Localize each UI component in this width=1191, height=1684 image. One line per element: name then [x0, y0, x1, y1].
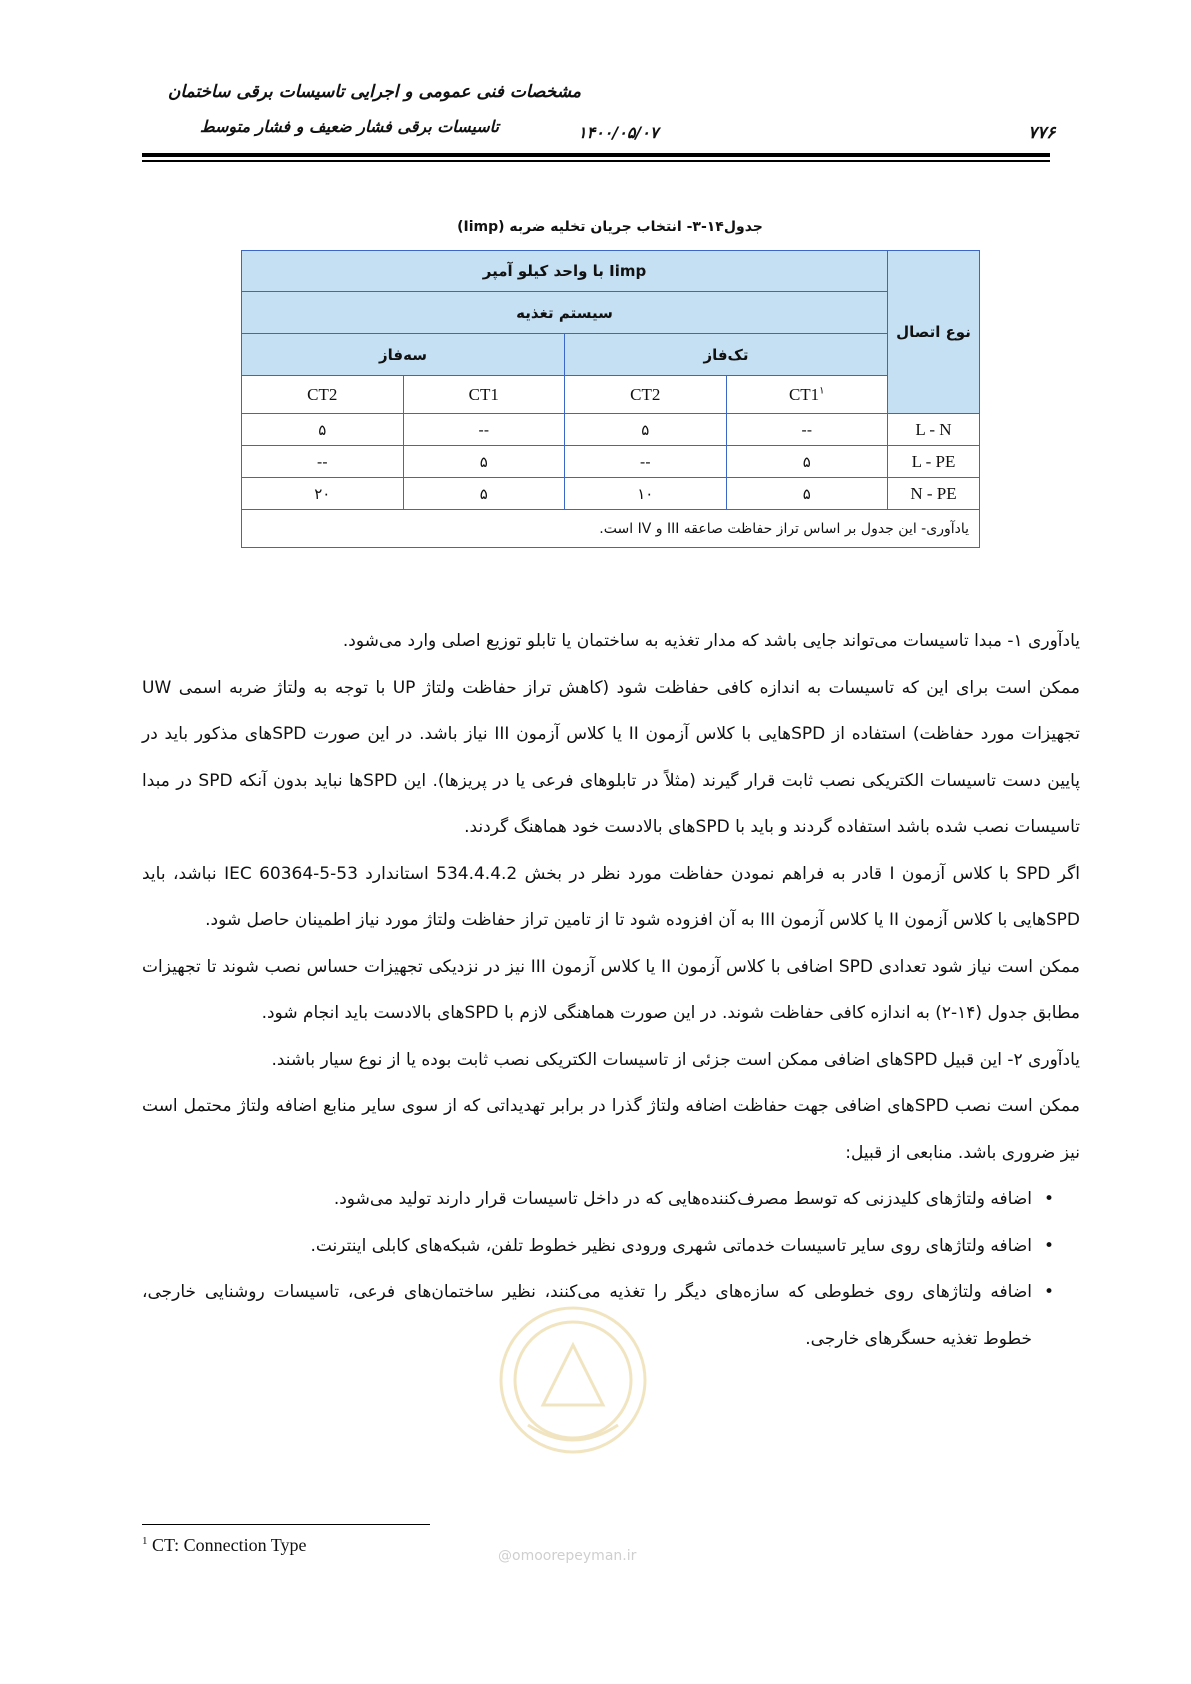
ct1-label: CT1 — [788, 384, 820, 404]
footnote-text: CT: Connection Type — [152, 1535, 307, 1555]
col-header-tp-ct1: CT1 — [403, 376, 565, 414]
cell-sp-ct2: ۵ — [565, 414, 727, 446]
footnote-mark: ۱ — [819, 384, 825, 396]
footnote — [142, 1535, 307, 1556]
watermark-text: @omoorepeyman.ir — [498, 1548, 637, 1564]
cell-tp-ct2: -- — [242, 446, 404, 478]
paragraph: ممکن است نیاز شود تعدادی SPD اضافی با کلاس آزمون II یا کلاس آزمون III نیز در نزدیکی تجهیزات حساس نصب شوند تا تجهیزات مطابق جدول (۱۴-۲) به اندازه کافی حفاظت شوند. در این صورت هماهنگی لازم با SPDهای بالادست باید انجام شود. — [142, 956, 1081, 1023]
three-phase-header: سه‌فاز — [242, 334, 565, 376]
cell-tp-ct1: -- — [403, 414, 565, 446]
cell-sp-ct1: ۵ — [726, 478, 888, 510]
header-rule-thick — [142, 153, 1050, 157]
table-caption: جدول۱۴-۳- انتخاب جریان تخلیه ضربه (Iimp) — [457, 219, 763, 235]
header-date: ۱۴۰۰/۰۵/۰۷ — [578, 123, 659, 142]
header-subtitle: تاسیسات برقی فشار ضعیف و فشار متوسط — [199, 117, 499, 136]
cell-sp-ct2: ۱۰ — [565, 478, 727, 510]
col-header-tp-ct2: CT2 — [242, 376, 404, 414]
cell-tp-ct2: ۲۰ — [242, 478, 404, 510]
row-label: L - N — [888, 414, 980, 446]
list-item-text: اضافه ولتاژهای کلیدزنی که توسط مصرف‌کننده‌هایی که در داخل تاسیسات قرار دارند تولید می‌شود. — [333, 1189, 1032, 1209]
list-item — [142, 1223, 1054, 1270]
header-title: مشخصات فنی عمومی و اجرایی تاسیسات برقی ساختمان — [167, 82, 581, 102]
page-number: ۷۷۶ — [1028, 123, 1056, 143]
cell-tp-ct2: ۵ — [242, 414, 404, 446]
footnote-number: 1 — [142, 1535, 148, 1547]
paragraph: ممکن است برای این که تاسیسات به اندازه کافی حفاظت شود (کاهش تراز حفاظت ولتاژ UP با توجه به ولتاژ ضربه اسمی UW تجهیزات مورد حفاظت) استفاده از SPDهایی با کلاس آزمون II یا کلاس آزمون III نیاز باشد. در این صورت SPDهای مذکور باید در پایین دست تاسیسات الکتریکی نصب ثابت قرار گیرند (مثلاً در تابلوهای فرعی یا در پریزها). این SPDها نباید بدون آنکه SPD در مبدا تاسیسات نصب شده باشد استفاده گردند و باید با SPDهای بالادست خود هماهنگ گردند. — [142, 677, 1080, 837]
list-item — [142, 1176, 1054, 1223]
cell-tp-ct1: ۵ — [403, 446, 565, 478]
list-item-text: اضافه ولتاژهای روی خطوطی که سازه‌های دیگر را تغذیه می‌کنند، نظیر ساختمان‌های فرعی، تاسیسات روشنایی خارجی، خطوط تغذیه حسگرهای خارجی. — [142, 1282, 1032, 1349]
bullet-icon: • — [1043, 1282, 1054, 1302]
list-item-text: اضافه ولتاژهای روی سایر تاسیسات خدماتی شهری ورودی نظیر خطوط تلفن، شبکه‌های کابلی اینترنت. — [310, 1235, 1032, 1256]
table-note: یادآوری- این جدول بر اساس تراز حفاظت صاعقه III و IV است. — [242, 510, 980, 548]
row-label: N - PE — [888, 478, 980, 510]
impulse-current-table — [241, 250, 980, 548]
supply-system-header: سیستم تغذیه — [242, 292, 888, 334]
paragraph: اگر SPD با کلاس آزمون I قادر به فراهم نمودن حفاظت مورد نظر در بخش 534.4.4.2 استاندارد IEC 60364-5-53 نباشد، باید SPDهایی با کلاس آزمون II یا کلاس آزمون III به آن افزوده شود تا از تامین تراز حفاظت ولتاژ مورد نیاز اطمینان حاصل شود. — [142, 863, 1080, 930]
table-row — [242, 414, 980, 446]
header-rule-thin — [142, 160, 1050, 162]
col-header-sp-ct2: CT2 — [565, 376, 727, 414]
paragraph: یادآوری ۲- این قبیل SPDهای اضافی ممکن است جزئی از تاسیسات الکتریکی نصب ثابت بوده یا از نوع سیار باشند. — [271, 1049, 1080, 1070]
cell-sp-ct1: -- — [726, 414, 888, 446]
row-label: L - PE — [888, 446, 980, 478]
table-row — [242, 478, 980, 510]
table-row — [242, 446, 980, 478]
watermark-seal-icon — [488, 1285, 658, 1465]
paragraph: یادآوری ۱- مبدا تاسیسات می‌تواند جایی باشد که مدار تغذیه به ساختمان یا تابلو توزیع اصلی وارد می‌شود. — [342, 631, 1080, 651]
table-top-header: Iimp با واحد کیلو آمپر — [242, 251, 888, 292]
bullet-icon: • — [1043, 1235, 1054, 1256]
cell-tp-ct1: ۵ — [403, 478, 565, 510]
bullet-icon: • — [1043, 1189, 1054, 1209]
table-row-header: نوع اتصال — [888, 251, 980, 414]
cell-sp-ct1: ۵ — [726, 446, 888, 478]
cell-sp-ct2: -- — [565, 446, 727, 478]
body-text — [142, 618, 1080, 1362]
footnote-rule — [142, 1524, 430, 1525]
col-header-sp-ct1 — [726, 376, 888, 414]
paragraph: ممکن است نصب SPDهای اضافی جهت حفاظت اضافه ولتاژ گذرا در برابر تهدیداتی که از سوی سایر منابع اضافه ولتاژ محتمل است نیز ضروری باشد. منابعی از قبیل: — [142, 1096, 1080, 1163]
single-phase-header: تک‌فاز — [565, 334, 888, 376]
